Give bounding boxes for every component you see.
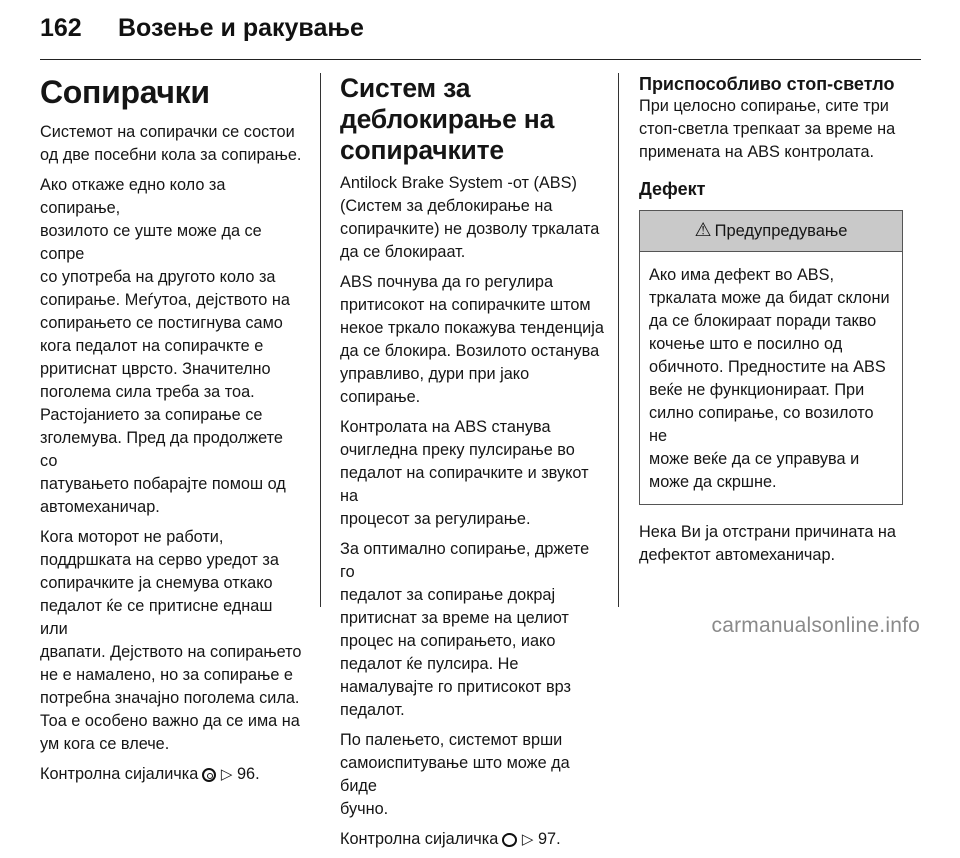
brakes-paragraph-2: Ако откаже едно коло за сопирање, возилото се уште може да се сопре со употреба на другото коло за сопирање. Меѓутоа, дејството на сопирањето се постигнува само кога педалот на сопирачкте е pритиснат цврсто. Значително поголема сила треба за тоа. Растојанието за сопирање се зголемува. Пред да продолжете со патувањето побарајте помош од автомеханичар.	[40, 176, 290, 516]
brakes-heading: Сопирачки	[40, 74, 210, 110]
abs-paragraph-3: Контролата на ABS станува очигледна преку пулсирање во педалот на сопирачките и звукот на процесот за регулирање.	[340, 418, 589, 528]
brakes-ref-text: Контролна сијаличка	[40, 765, 199, 783]
adaptive-brake-light-paragraph: При целосно сопирање, сите три стоп-светла трепкаат за време на примената на ABS контролата.	[639, 97, 896, 161]
fault-advice-paragraph: Нека Ви ја отстрани причината на дефектот автомеханичар.	[639, 523, 896, 564]
abs-paragraph-5: По палењето, системот врши самоиспитување што може да биде бучно.	[340, 731, 570, 818]
column-abs	[340, 73, 605, 858]
abs-ref-text: Контролна сијаличка	[340, 830, 499, 848]
column-brakes	[40, 73, 303, 793]
brakes-lamp-reference	[40, 763, 303, 786]
brakes-paragraph-1: Системот на сопирачки се состои од две посебни кола за сопирање.	[40, 123, 302, 164]
warning-box	[639, 210, 903, 505]
page-header	[0, 0, 960, 60]
column-adaptive-brake-light	[639, 73, 901, 574]
running-section-title: Возење и ракување	[118, 14, 364, 42]
abs-paragraph-2: ABS почнува да го регулира притисокот на сопирачките штом некое тркало покажува тенденција да се блокира. Возилото останува управливо, дури при јако сопирање.	[340, 273, 604, 406]
abs-heading: Систем за деблокирање на сопирачките	[340, 73, 555, 165]
abs-ref-page[interactable]: 97.	[537, 830, 561, 848]
page-reference-arrow-icon: ▷	[521, 831, 534, 848]
watermark: carmanualsonline.info	[711, 614, 920, 637]
warning-triangle-icon: ⚠	[694, 220, 712, 241]
column-divider-2	[618, 73, 619, 607]
abs-paragraph-1: Antilock Brake System -от (ABS) (Систем за деблокирање на сопирачките) не дозволу тркалата да се блокираат.	[340, 174, 600, 261]
adaptive-brake-light-heading: Приспособливо стоп-светло	[639, 74, 895, 94]
page-reference-arrow-icon: ▷	[220, 766, 233, 783]
brake-warning-lamp-icon	[202, 768, 216, 782]
column-divider-1	[320, 73, 321, 607]
abs-lamp-reference	[340, 828, 605, 851]
warning-title: Предупредување	[714, 222, 848, 240]
warning-box-header	[640, 211, 902, 252]
abs-warning-lamp-icon	[502, 833, 517, 847]
fault-heading: Дефект	[639, 179, 706, 199]
brakes-ref-page[interactable]: 96.	[236, 765, 260, 783]
warning-body: Ако има дефект во ABS, тркалата може да бидат склони да се блокираат поради такво кочење што е посилно од обичното. Предностите на ABS веќе не функционираат. При силно сопирање, со возилото не може веќе да се управува и може да скршне.	[649, 266, 890, 491]
brakes-paragraph-3: Кога моторот не работи, поддршката на серво уредот за сопирачките ја снемува откако педалот ќе се притисне еднаш или двапати. Дејството на сопирањето не е намалено, но за сопирање е потребна значајно поголема сила. Тоа е особено важно да се има на ум кога се влече.	[40, 528, 302, 753]
header-divider	[40, 59, 921, 60]
page-number: 162	[40, 14, 82, 42]
abs-paragraph-4: За оптимално сопирање, држете го педалот за сопирање докрај притиснат за време на целиот процес на сопирањето, иако педалот ќе пулсира. Не намалувајте го притисокот врз педалот.	[340, 540, 590, 719]
